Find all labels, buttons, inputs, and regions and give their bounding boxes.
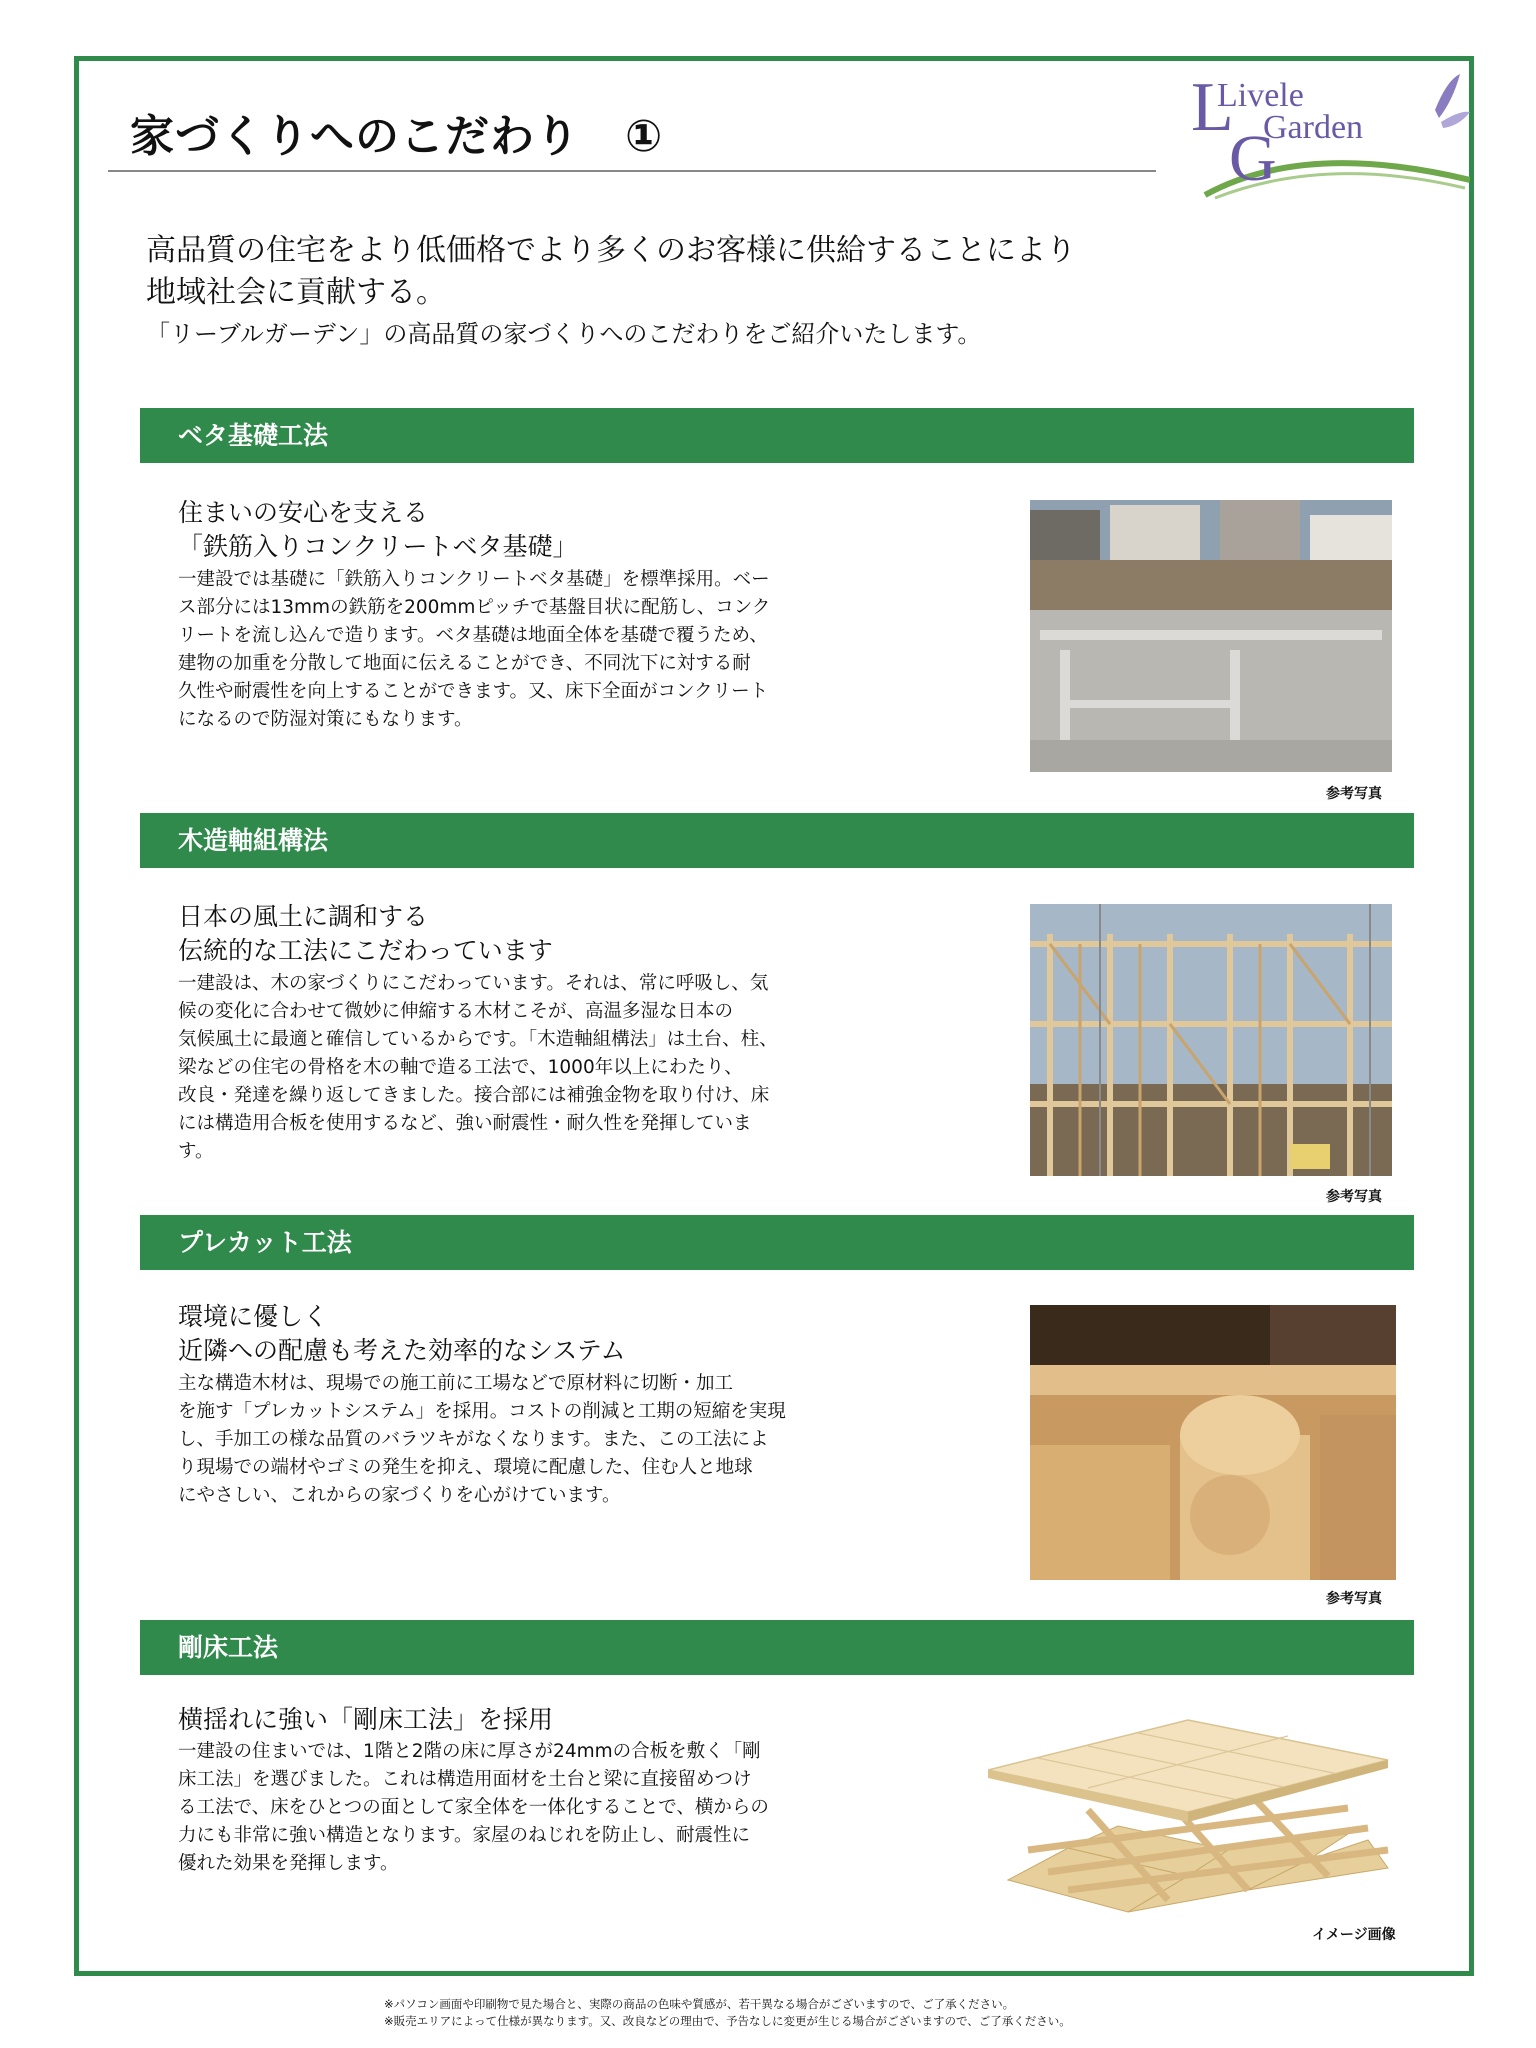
precut-timber-photo: [1030, 1305, 1396, 1580]
page-title: 家づくりへのこだわり ①: [130, 111, 664, 162]
footer-note-2: ※販売エリアによって仕様が異なります。又、改良などの理由で、予告なしに変更が生じる場合がございますので、ご了承ください。: [384, 2014, 1071, 2028]
section-bar-wooden-frame: 木造軸組構法: [140, 813, 1414, 868]
photo-caption: 参考写真: [1326, 1189, 1382, 1205]
footer-note-1: ※パソコン画面や印刷物で見た場合と、実際の商品の色味や質感が、若干異なる場合がございますので、ご了承ください。: [384, 1997, 1015, 2011]
section-2-heading: [178, 900, 553, 968]
section-2-body-line: 改良・発達を繰り返してきました。接合部には補強金物を取り付け、床: [178, 1085, 770, 1106]
section-bar-precut: プレカット工法: [140, 1215, 1414, 1270]
foundation-photo: [1030, 500, 1392, 772]
title-underline: [108, 170, 1156, 172]
photo-caption: 参考写真: [1326, 1591, 1382, 1607]
illustration-caption: イメージ画像: [1312, 1927, 1396, 1943]
section-1-body-line: リートを流し込んで造ります。ベタ基礎は地面全体を基礎で覆うため、: [178, 625, 768, 646]
section-2-body: [178, 970, 858, 1166]
section-3-body-line: し、手加工の様な品質のバラツキがなくなります。また、この工法によ: [178, 1429, 769, 1450]
footer-notes: [384, 1996, 1071, 2030]
section-2-heading-line-1: 日本の風土に調和する: [178, 902, 429, 931]
section-3-heading-line-1: 環境に優しく: [178, 1302, 329, 1331]
logo-text-livele: Livele: [1217, 77, 1304, 114]
section-1-body-line: 久性や耐震性を向上することができます。又、床下全面がコンクリート: [178, 681, 769, 702]
section-1-heading: [178, 496, 578, 564]
section-bar-rigid-floor: 剛床工法: [140, 1620, 1414, 1675]
section-4-body-line: 床工法」を選びました。これは構造用面材を土台と梁に直接留めつけ: [178, 1769, 752, 1790]
svg-text:L: L: [1191, 70, 1234, 146]
section-1-heading-line-1: 住まいの安心を支える: [178, 498, 429, 527]
section-1-body-line: 一建設では基礎に「鉄筋入りコンクリートベタ基礎」を標準採用。ベー: [178, 569, 770, 590]
logo-text-garden: Garden: [1263, 109, 1364, 146]
section-3-heading-line-2: 近隣への配慮も考えた効率的なシステム: [178, 1336, 626, 1365]
section-bar-beta-foundation: ベタ基礎工法: [140, 408, 1414, 463]
section-1-body-line: 建物の加重を分散して地面に伝えることができ、不同沈下に対する耐: [178, 653, 751, 674]
intro-line-1: 高品質の住宅をより低価格でより多くのお客様に供給することにより: [146, 233, 1076, 268]
section-2-heading-line-2: 伝統的な工法にこだわっています: [178, 936, 553, 965]
section-4-body-line: 優れた効果を発揮します。: [178, 1853, 399, 1874]
livele-garden-logo: [1185, 70, 1470, 205]
intro-line-2: 地域社会に貢献する。: [146, 275, 446, 310]
section-1-body-line: になるので防湿対策にもなります。: [178, 709, 473, 730]
section-3-body-line: にやさしい、これからの家づくりを心がけています。: [178, 1485, 621, 1506]
intro-line-3: 「リーブルガーデン」の高品質の家づくりへのこだわりをご紹介いたします。: [146, 320, 982, 348]
section-4-body-line: 力にも非常に強い構造となります。家屋のねじれを防止し、耐震性に: [178, 1825, 751, 1846]
section-1-heading-line-2: 「鉄筋入りコンクリートベタ基礎」: [178, 532, 578, 561]
section-4-heading-line-1: 横揺れに強い「剛床工法」を採用: [178, 1705, 554, 1734]
section-3-body-line: を施す「プレカットシステム」を採用。コストの削減と工期の短縮を実現: [178, 1401, 786, 1422]
section-2-body-line: 梁などの住宅の骨格を木の軸で造る工法で、1000年以上にわたり、: [178, 1057, 743, 1078]
section-2-body-line: には構造用合板を使用するなど、強い耐震性・耐久性を発揮していま: [178, 1113, 752, 1134]
section-1-body: [178, 566, 858, 734]
section-2-body-line: す。: [178, 1141, 214, 1162]
photo-caption: 参考写真: [1326, 786, 1382, 802]
section-2-body-line: 気候風土に最適と確信しているからです。「木造軸組構法」は土台、柱、: [178, 1029, 778, 1050]
section-4-heading: [178, 1703, 553, 1737]
wooden-frame-photo: [1030, 904, 1392, 1176]
section-3-heading: [178, 1300, 626, 1368]
section-1-body-line: ス部分には13mmの鉄筋を200mmピッチで基盤目状に配筋し、コンク: [178, 597, 771, 618]
section-4-body-line: る工法で、床をひとつの面として家全体を一体化することで、横からの: [178, 1797, 769, 1818]
section-2-body-line: 一建設は、木の家づくりにこだわっています。それは、常に呼吸し、気: [178, 973, 769, 994]
section-4-body-line: 一建設の住まいでは、1階と2階の床に厚さが24mmの合板を敷く「剛: [178, 1741, 761, 1762]
section-3-body-line: 主な構造木材は、現場での施工前に工場などで原材料に切断・加工: [178, 1373, 734, 1394]
intro: [146, 230, 1076, 352]
rigid-floor-illustration: [988, 1700, 1408, 1920]
section-2-body-line: 候の変化に合わせて微妙に伸縮する木材こそが、高温多湿な日本の: [178, 1001, 734, 1022]
section-3-body: [178, 1370, 858, 1510]
section-3-body-line: り現場での端材やゴミの発生を抑え、環境に配慮した、住む人と地球: [178, 1457, 753, 1478]
section-4-body: [178, 1738, 858, 1878]
svg-text:G: G: [1229, 122, 1277, 195]
